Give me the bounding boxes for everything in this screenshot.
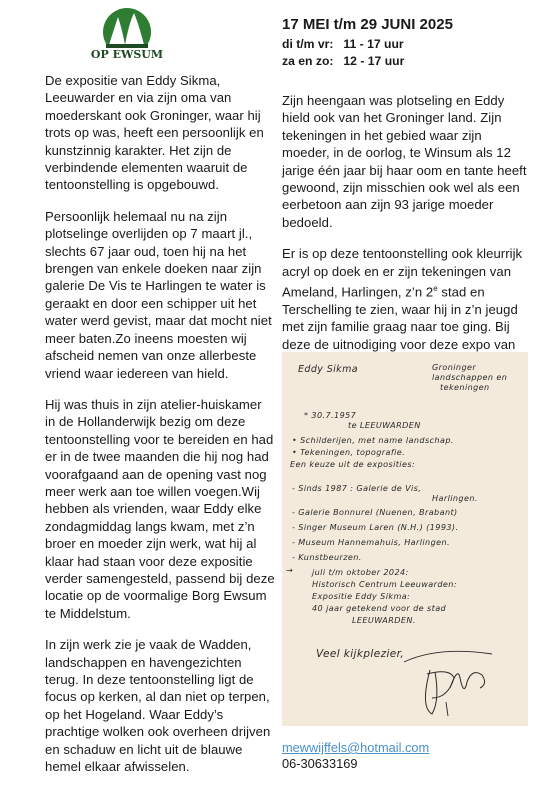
hw-line: Een keuze uit de exposities: (290, 459, 416, 469)
preparation-paragraph: Hij was thuis in zijn atelier-huiskamer in de Hollanderwijk bezig om deze tentoonstelling voor te bereiden en had er in de twee maanden die hij nog had voorafgaand aan de opening vast nog meer werk aan toe willen voegen.Wij hebben als vrienden, waar Eddy elke zondagmiddag langs kwam, met z’n broer en moeder zijn werk, wat hij al klaar had staan voor deze expositie verder samengesteld, passend bij deze locatie op de voormalige Borg Ewsum te Middelstum. (45, 396, 275, 621)
hours-days: za en zo: (282, 54, 334, 68)
contact-email-link[interactable]: mewwijffels@hotmail.com (282, 740, 430, 755)
invitation-paragraph: Er is op deze tentoonstelling ook kleurrijk acryl op doek en er zijn tekeningen van Ameland, Harlingen, z’n 2e stad en Terschelling te zien, waar hij in z’n jeugd met zijn familie graag naar toe ging. Bij deze de uitnodiging voor deze expo van (282, 246, 523, 352)
hw-line: 40 jaar getekend voor de stad (312, 603, 447, 613)
hw-line: Eddy Sikma (298, 364, 358, 375)
handwritten-invitation-image (282, 352, 528, 726)
logo-text: OP EWSUM (90, 48, 164, 61)
hw-line: - Galerie Bonnurel (Nuenen, Brabant) (292, 507, 458, 517)
hours-time: 12 - 17 uur (343, 54, 405, 68)
hw-line: Harlingen. (432, 493, 478, 503)
memorial-paragraph: Persoonlijk helemaal nu na zijn plotselinge overlijden op 7 maart jl., slechts 67 jaar oud, toen hij na het brengen van enkele doeken naar zijn galerie De Vis te Harlingen te water is geraakt en door een schipper uit het water werd gevist, maar dat mocht niet meer baten.Zo ineens moesten wij afscheid nemen van onze allerbeste vriend waar iedereen van hield. (45, 208, 272, 381)
hw-line: * 30.7.1957 (304, 410, 357, 420)
date-range: 17 MEI t/m 29 JUNI 2025 (282, 16, 453, 33)
hw-line: • Tekeningen, topografie. (292, 447, 406, 457)
tribute-paragraph: Zijn heengaan was plotseling en Eddy hield ook van het Groninger land. Zijn tekeningen in het gebied waar zijn moeder, in de oorlog, te Winsum als 12 jarige één jaar bij haar oom en tante heeft gewoond, zijn misschien ook wel als een eerbetoon aan zijn 93 jarige moeder bedoeld. (282, 93, 527, 230)
hw-line: te LEEUWARDEN (348, 420, 421, 430)
opening-hours-row (282, 36, 532, 53)
hw-line: Historisch Centrum Leeuwarden: (312, 579, 457, 589)
hours-time: 11 - 17 uur (343, 37, 404, 51)
hw-line: LEEUWARDEN. (352, 615, 416, 625)
hw-line: Expositie Eddy Sikma: (312, 591, 411, 601)
op-ewsum-logo (88, 5, 166, 67)
hw-line: Groninger (432, 362, 477, 372)
hw-line: - Museum Hannemahuis, Harlingen. (292, 537, 451, 547)
hw-line: • Schilderijen, met name landschap. (292, 435, 454, 445)
hw-arrow: → (286, 565, 294, 575)
hw-line: - Sinds 1987 : Galerie de Vis, (292, 483, 422, 493)
left-column (45, 72, 275, 789)
hw-line: juli t/m oktober 2024: (312, 567, 409, 577)
intro-paragraph: De expositie van Eddy Sikma, Leeuwarder en via zijn oma van moederskant ook Groninger, waar hij trots op was, heeft een persoonlijk en kunstzinnig karakter. Het zijn de verbindende elementen waaruit de tentoonstelling is opgebouwd. (45, 73, 264, 193)
hw-line: landschappen en (432, 372, 508, 382)
signature-image (282, 352, 528, 726)
opening-hours-row (282, 53, 532, 70)
right-column (282, 15, 532, 384)
hw-line: - Singer Museum Laren (N.H.) (1993). (292, 522, 459, 532)
hours-days: di t/m vr: (282, 37, 334, 51)
hw-line: - Kunstbeurzen. (292, 552, 362, 562)
hw-line: Veel kijkplezier, (316, 648, 405, 660)
work-paragraph: In zijn werk zie je vaak de Wadden, landschappen en havengezichten terug. In deze tentoonstelling ligt de focus op kerken, al dan niet op terpen, op het Hogeland. Waar Eddy’s prachtige wolken ook overheen drijven en schaduw en licht uit de blauwe hemel elkaar afwisselen. (45, 637, 271, 775)
hw-line: tekeningen (440, 382, 490, 392)
contact-phone: 06-30633169 (282, 756, 358, 771)
